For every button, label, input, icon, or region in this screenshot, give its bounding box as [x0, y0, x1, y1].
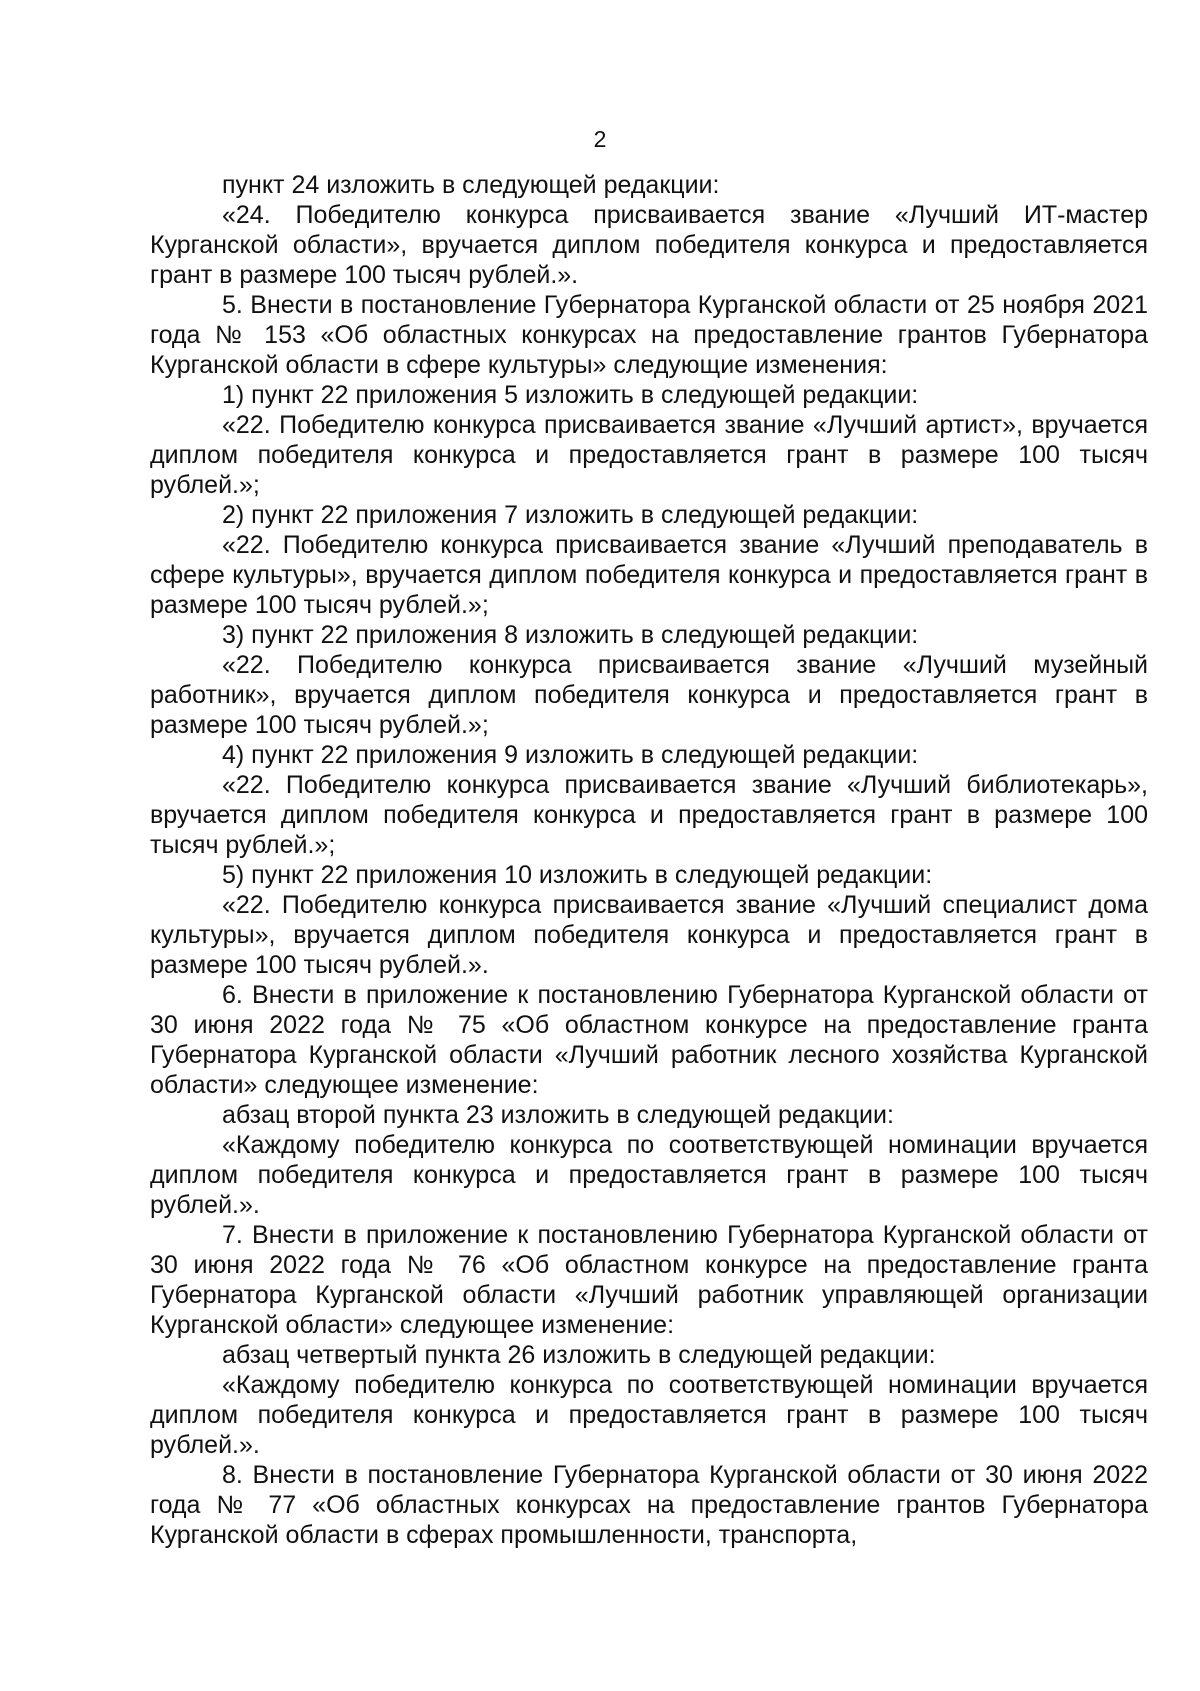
document-body: [150, 170, 1148, 1550]
paragraph: «Каждому победителю конкурса по соответствующей номинации вручается диплом победителя конкурса и предоставляется грант в размере 100 тысяч рублей.».: [150, 1371, 1148, 1459]
paragraph: абзац четвертый пункта 26 изложить в следующей редакции:: [222, 1341, 936, 1369]
paragraph: 8. Внести в постановление Губернатора Курганской области от 30 июня 2022 года № 77 «Об областных конкурсах на предоставление грантов Губернатора Курганской области в сферах промышленности, транспорта,: [150, 1461, 1148, 1549]
paragraph: «22. Победителю конкурса присваивается звание «Лучший библиотекарь», вручается диплом победителя конкурса и предоставляется грант в размере 100 тысяч рублей.»;: [150, 771, 1148, 859]
paragraph: 6. Внести в приложение к постановлению Губернатора Курганской области от 30 июня 2022 года № 75 «Об областном конкурсе на предоставление гранта Губернатора Курганской области «Лучший работник лесного хозяйства Курганской области» следующее изменение:: [150, 981, 1148, 1099]
paragraph: 1) пункт 22 приложения 5 изложить в следующей редакции:: [222, 381, 919, 409]
page-number: 2: [593, 126, 607, 152]
paragraph: 2) пункт 22 приложения 7 изложить в следующей редакции:: [222, 501, 919, 529]
paragraph: 5) пункт 22 приложения 10 изложить в следующей редакции:: [222, 861, 933, 889]
paragraph: пункт 24 изложить в следующей редакции:: [222, 171, 720, 199]
paragraph: «22. Победителю конкурса присваивается звание «Лучший артист», вручается диплом победителя конкурса и предоставляется грант в размере 100 тысяч рублей.»;: [150, 411, 1148, 499]
paragraph: «22. Победителю конкурса присваивается звание «Лучший специалист дома культуры», вручается диплом победителя конкурса и предоставляется грант в размере 100 тысяч рублей.».: [150, 891, 1148, 979]
paragraph: 5. Внести в постановление Губернатора Курганской области от 25 ноября 2021 года № 153 «Об областных конкурсах на предоставление грантов Губернатора Курганской области в сфере культуры» следующие изменения:: [150, 291, 1148, 379]
paragraph: абзац второй пункта 23 изложить в следующей редакции:: [222, 1101, 894, 1129]
paragraph: «24. Победителю конкурса присваивается звание «Лучший ИТ-мастер Курганской области», вручается диплом победителя конкурса и предоставляется грант в размере 100 тысяч рублей.».: [150, 201, 1148, 289]
paragraph: 7. Внести в приложение к постановлению Губернатора Курганской области от 30 июня 2022 года № 76 «Об областном конкурсе на предоставление гранта Губернатора Курганской области «Лучший работник управляющей организации Курганской области» следующее изменение:: [150, 1221, 1148, 1339]
paragraph: «Каждому победителю конкурса по соответствующей номинации вручается диплом победителя конкурса и предоставляется грант в размере 100 тысяч рублей.».: [150, 1131, 1148, 1219]
paragraph: 3) пункт 22 приложения 8 изложить в следующей редакции:: [222, 621, 919, 649]
paragraph: «22. Победителю конкурса присваивается звание «Лучший музейный работник», вручается диплом победителя конкурса и предоставляется грант в размере 100 тысяч рублей.»;: [150, 651, 1148, 739]
paragraph: «22. Победителю конкурса присваивается звание «Лучший преподаватель в сфере культуры», вручается диплом победителя конкурса и предоставляется грант в размере 100 тысяч рублей.»;: [150, 531, 1148, 619]
paragraph: 4) пункт 22 приложения 9 изложить в следующей редакции:: [222, 741, 919, 769]
